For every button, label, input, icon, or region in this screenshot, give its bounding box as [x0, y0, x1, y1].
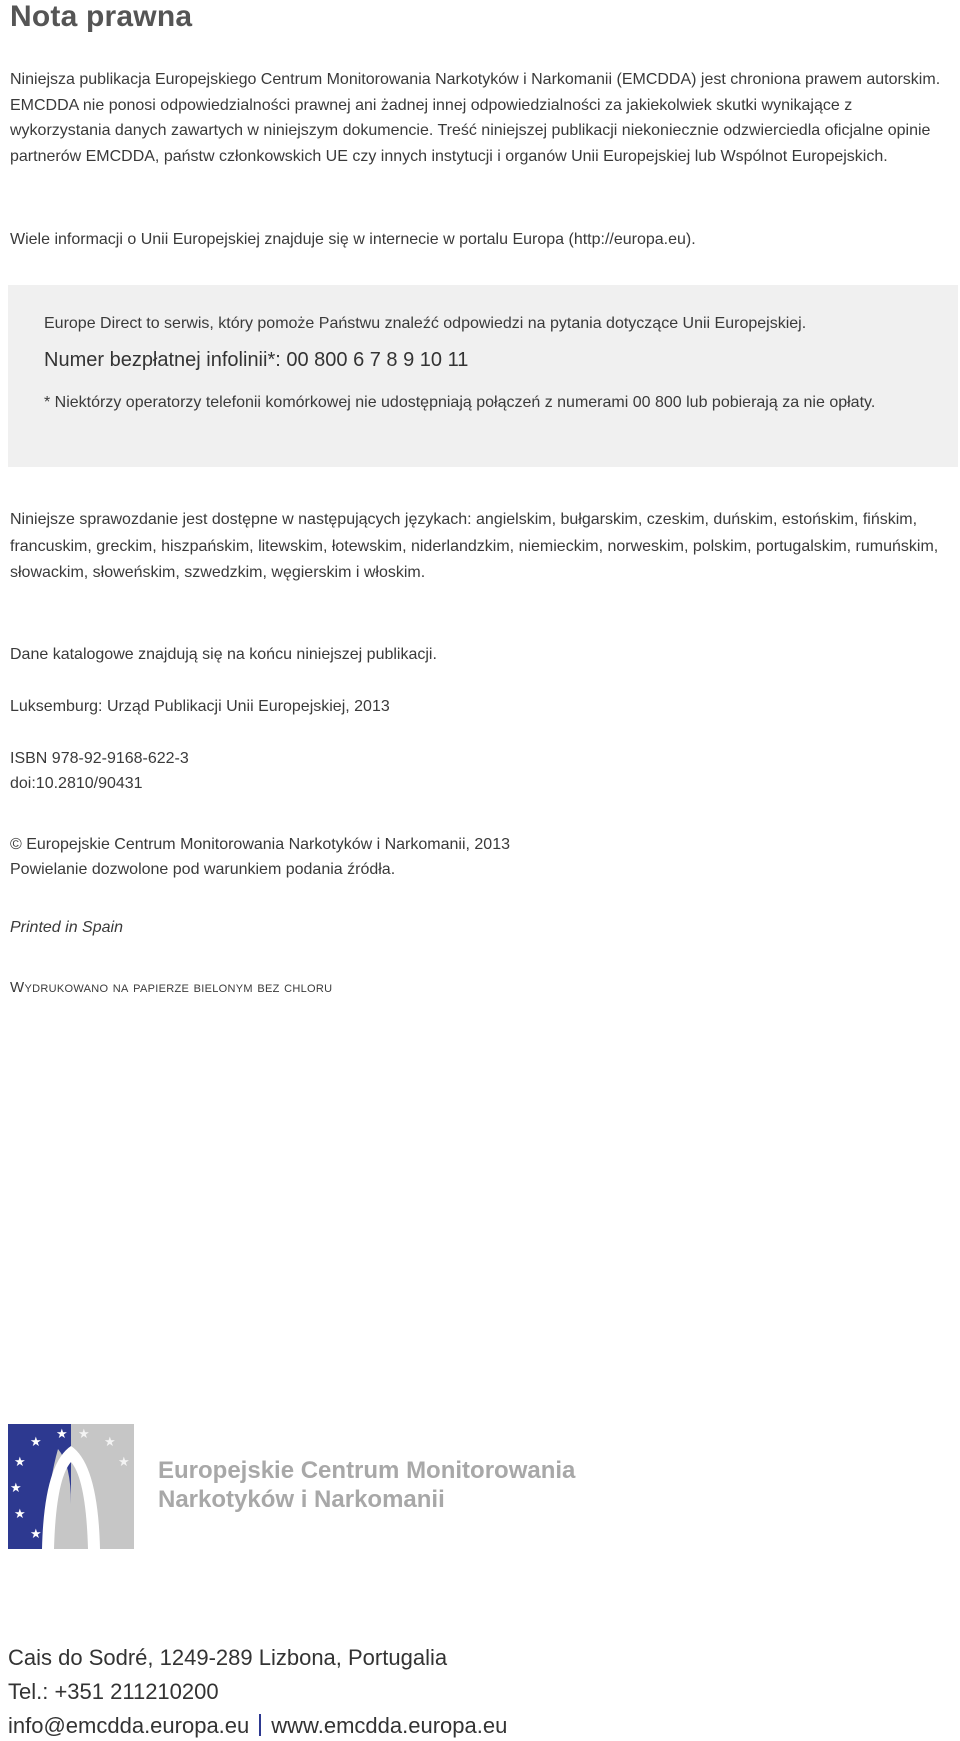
- separator-bar: [259, 1714, 261, 1736]
- languages-paragraph: Niniejsze sprawozdanie jest dostępne w następujących językach: angielskim, bułgarskim, czeskim, duńskim, estońskim, fińskim, francuskim, greckim, hiszpańskim, litewskim, łotewskim, niderlandzkim, niemieckim, norweskim, polskim, portugalskim, rumuńskim, słowackim, słoweńskim, szwedzkim, węgierskim i włoskim.: [10, 511, 939, 581]
- europa-info-paragraph: Wiele informacji o Unii Europejskiej znajduje się w internecie w portalu Europa (http://europa.eu).: [10, 231, 696, 248]
- svg-text:★: ★: [104, 1435, 116, 1450]
- address-contacts: [8, 1713, 507, 1739]
- hotline-footnote: * Niektórzy operatorzy telefonii komórkowej nie udostępniają połączeń z numerami 00 800 lub pobierają za nie opłaty.: [44, 394, 876, 411]
- svg-text:★: ★: [56, 1427, 68, 1442]
- europe-direct-box: [8, 285, 958, 467]
- svg-text:★: ★: [30, 1435, 42, 1450]
- doi-line: doi:10.2810/90431: [10, 775, 143, 792]
- hotline-number: Numer bezpłatnej infolinii*: 00 800 6 7 8 9 10 11: [44, 349, 469, 371]
- europe-direct-text: Europe Direct to serwis, który pomoże Państwu znaleźć odpowiedzi na pytania dotyczące Unii Europejskiej.: [44, 315, 807, 332]
- logo-wordmark-line1: Europejskie Centrum Monitorowania: [158, 1457, 576, 1484]
- isbn-line: ISBN 978-92-9168-622-3: [10, 750, 189, 767]
- svg-text:★: ★: [14, 1507, 26, 1522]
- svg-text:★: ★: [118, 1455, 130, 1470]
- logo-wordmark: [158, 1456, 575, 1514]
- publisher-line: Luksemburg: Urząd Publikacji Unii Europejskiej, 2013: [10, 698, 390, 715]
- reproduction-line: Powielanie dozwolone pod warunkiem podania źródła.: [10, 861, 396, 878]
- svg-text:★: ★: [10, 1481, 22, 1496]
- address-phone: Tel.: +351 211210200: [8, 1679, 219, 1704]
- legal-notice-paragraph: Niniejsza publikacja Europejskiego Centrum Monitorowania Narkotyków i Narkomanii (EMCDDA) jest chroniona prawem autorskim. EMCDDA nie ponosi odpowiedzialności prawnej ani żadnej innej odpowiedzialności za jakiekolwiek skutki wynikające z wykorzystania danych zawartych w niniejszym dokumencie. Treść niniejszej publikacji niekoniecznie odzwierciedla oficjalne opinie partnerów EMCDDA, państw członkowskich UE czy innych instytucji i organów Unii Europejskiej lub Wspólnot Europejskich.: [10, 71, 941, 165]
- copyright-line: © Europejskie Centrum Monitorowania Narkotyków i Narkomanii, 2013: [10, 836, 510, 853]
- paper-line: Wydrukowano na papierze bielonym bez chloru: [10, 979, 333, 996]
- website-link[interactable]: www.emcdda.europa.eu: [271, 1713, 508, 1738]
- svg-text:★: ★: [30, 1527, 42, 1542]
- address-street: Cais do Sodré, 1249-289 Lizbona, Portugalia: [8, 1645, 448, 1670]
- svg-text:★: ★: [78, 1427, 90, 1442]
- email-link[interactable]: info@emcdda.europa.eu: [8, 1713, 250, 1738]
- svg-text:★: ★: [14, 1455, 26, 1470]
- printed-in-line: Printed in Spain: [10, 919, 123, 936]
- page-title: Nota prawna: [10, 0, 193, 33]
- catalog-note: Dane katalogowe znajdują się na końcu niniejszej publikacji.: [10, 646, 437, 663]
- emcdda-logo-icon: [8, 1424, 134, 1549]
- logo-wordmark-line2: Narkotyków i Narkomanii: [158, 1486, 445, 1513]
